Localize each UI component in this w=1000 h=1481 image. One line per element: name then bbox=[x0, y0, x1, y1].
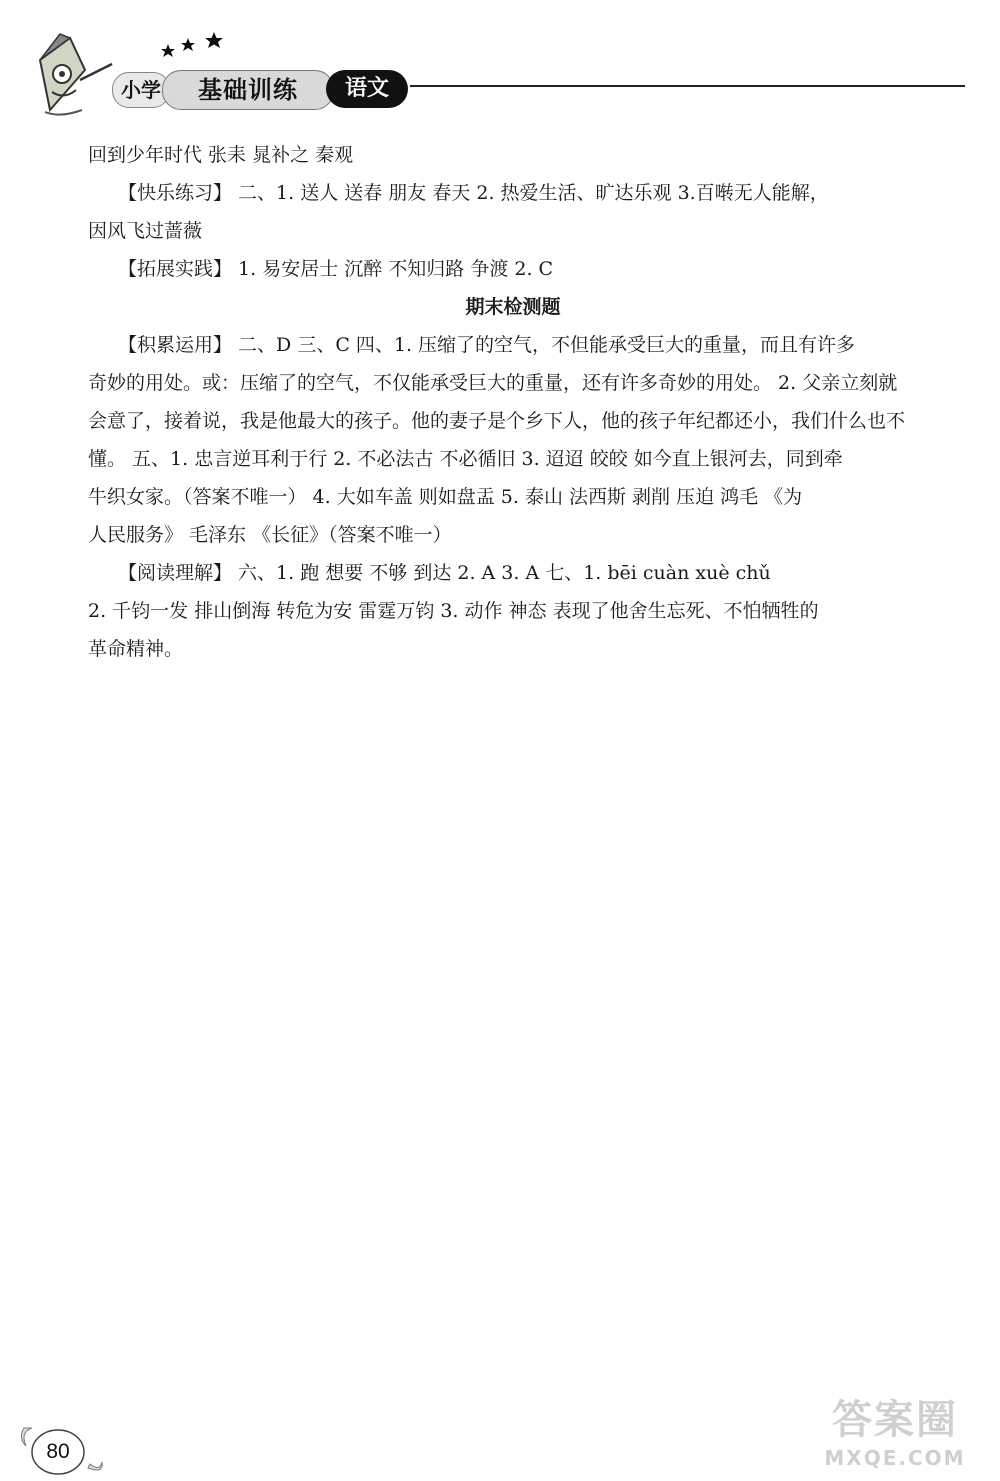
text-line: 回到少年时代 张耒 晁补之 秦观 bbox=[88, 144, 354, 166]
page-number: 80 bbox=[46, 1440, 70, 1463]
text-line: 懂。 五、1. 忠言逆耳利于行 2. 不必法古 不必循旧 3. 迢迢 皎皎 如今直上银河去，同到牵 bbox=[88, 448, 843, 470]
text-line: 牛织女家。（答案不唯一） 4. 大如车盖 则如盘盂 5. 泰山 法西斯 剥削 压迫 鸿毛 《为 bbox=[88, 486, 803, 508]
text-line: 【阅读理解】 六、1. 跑 想要 不够 到达 2. A 3. A 七、1. bēi cuàn xuè chǔ bbox=[118, 562, 771, 584]
text-line: 因风飞过蔷薇 bbox=[88, 220, 203, 242]
pencil-mascot-icon bbox=[30, 30, 120, 120]
watermark bbox=[795, 1395, 995, 1475]
text-line: 2. 千钧一发 排山倒海 转危为安 雷霆万钧 3. 动作 神态 表现了他舍生忘死、不怕牺牲的 bbox=[88, 600, 819, 622]
header-rule bbox=[410, 85, 965, 87]
page-header bbox=[30, 30, 950, 120]
text-line: 【积累运用】 二、D 三、C 四、1. 压缩了的空气，不但能承受巨大的重量，而且有许多 bbox=[118, 334, 856, 356]
series-title: 基础训练 bbox=[162, 70, 334, 110]
text-line: 人民服务》 毛泽东 《长征》（答案不唯一） bbox=[88, 524, 452, 546]
text-line: 奇妙的用处。或：压缩了的空气，不仅能承受巨大的重量，还有许多奇妙的用处。 2. 父亲立刻就 bbox=[88, 372, 898, 394]
text-line: 【拓展实践】 1. 易安居士 沉醉 不知归路 争渡 2. C bbox=[118, 258, 554, 280]
watermark-logo: 答案圈 bbox=[832, 1397, 958, 1443]
watermark-url: MXQE.COM bbox=[824, 1446, 966, 1470]
section-title: 期末检测题 bbox=[465, 296, 561, 318]
answer-text bbox=[88, 136, 938, 668]
level-badge: 小学 bbox=[112, 72, 170, 108]
text-line: 【快乐练习】 二、1. 送人 送春 朋友 春天 2. 热爱生活、旷达乐观 3.百啭无人能解， bbox=[118, 182, 829, 204]
text-line: 会意了，接着说，我是他最大的孩子。他的妻子是个乡下人，他的孩子年纪都还小，我们什么也不 bbox=[88, 410, 906, 432]
stars-icon bbox=[158, 30, 228, 60]
text-line: 革命精神。 bbox=[88, 638, 184, 660]
subject-badge: 语文 bbox=[326, 70, 408, 108]
